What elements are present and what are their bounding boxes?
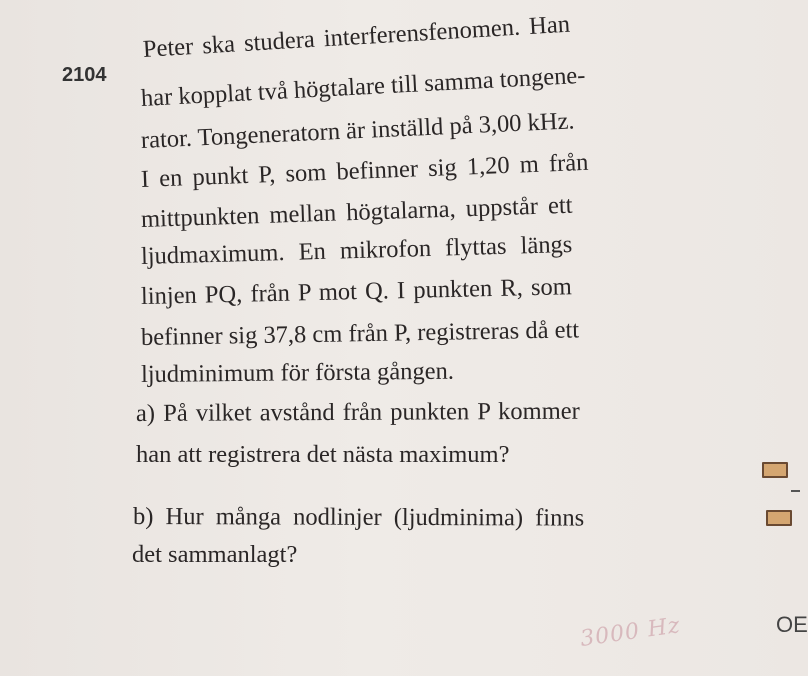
problem-line-6: ljudmaximum. En mikrofon flyttas längs (140, 230, 573, 270)
question-a-line-2: han att registrera det nästa maximum? (136, 441, 510, 468)
question-a-line-1: a) På vilket avstånd från punkten P kommer (135, 397, 580, 427)
problem-line-3: rator. Tongeneratorn är inställd på 3,00 kHz. (140, 107, 576, 154)
handwritten-note: 3000 Hz (578, 613, 683, 652)
problem-line-1: Peter ska studera interferensfenomen. Han (142, 10, 571, 63)
question-b-line-1: b) Hur många nodlinjer (ljudminima) finns (132, 503, 585, 532)
problem-line-2: har kopplat två högtalare till samma tongene- (140, 61, 586, 112)
answer-checkbox-a (762, 462, 788, 478)
problem-number: 2104 (62, 64, 107, 86)
problem-line-9: ljudminimum för första gången. (140, 357, 455, 388)
margin-edge-text: OE (776, 612, 808, 637)
question-b-line-2: det sammanlagt? (132, 541, 298, 568)
problem-line-7: linjen PQ, från P mot Q. I punkten R, som (140, 273, 573, 310)
problem-line-4: I en punkt P, som befinner sig 1,20 m från (140, 148, 589, 193)
problem-line-8: befinner sig 37,8 cm från P, registreras då ett (140, 316, 580, 351)
problem-line-5: mittpunkten mellan högtalarna, uppstår ett (140, 191, 573, 233)
answer-checkbox-b (766, 510, 792, 526)
margin-tick (791, 490, 800, 492)
